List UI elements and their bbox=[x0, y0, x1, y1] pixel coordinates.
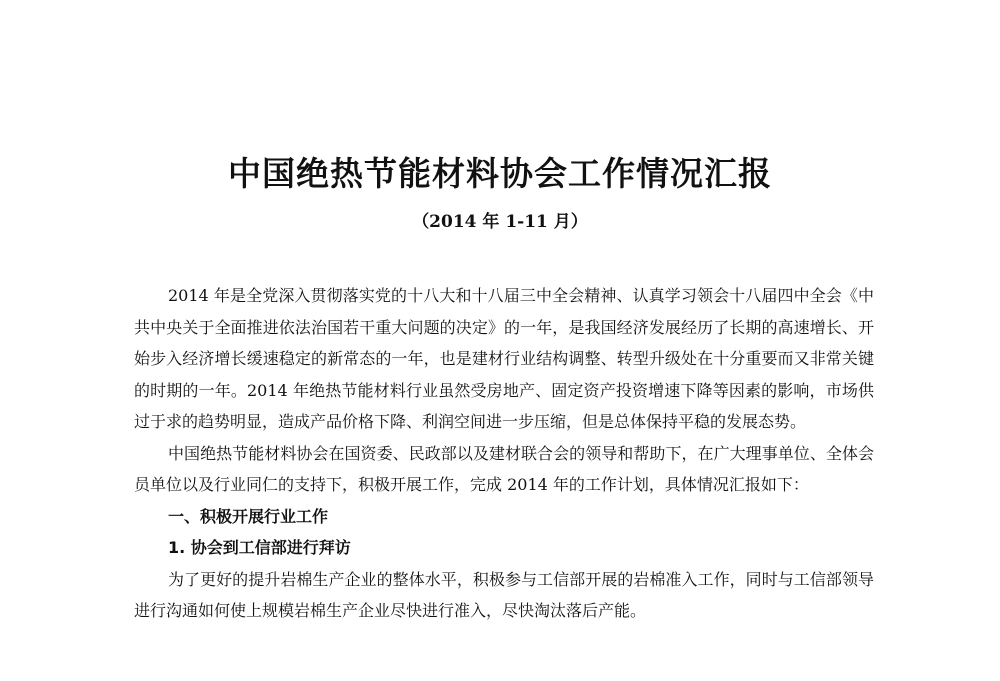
subsection-paragraph: 为了更好的提升岩棉生产企业的整体水平，积极参与工信部开展的岩棉准入工作，同时与工信部领导进行沟通如何使上规模岩棉生产企业尽快进行准入，尽快淘汰落后产能。 bbox=[134, 569, 874, 620]
document-body bbox=[134, 280, 874, 627]
document-title: 中国绝热节能材料协会工作情况汇报 bbox=[228, 154, 772, 193]
subsection-heading: 1. 协会到工信部进行拜访 bbox=[168, 538, 351, 557]
document-subtitle: （2014 年 1-11 月） bbox=[412, 212, 588, 232]
intro-paragraph: 2014 年是全党深入贯彻落实党的十八大和十八届三中全会精神、认真学习领会十八届四中全会《中共中央关于全面推进依法治国若干重大问题的决定》的一年，是我国经济发展经历了长期的高速增长、开始步入经济增长缓速稳定的新常态的一年，也是建材行业结构调整、转型升级处在十分重要而又非常关键的时期的一年。2014 年绝热节能材料行业虽然受房地产、固定资产投资增速下降等因素的影响，市场供过于求的趋势明显，造成产品价格下降、利润空间进一步压缩，但是总体保持平稳的发展态势。 bbox=[134, 286, 874, 431]
section-heading: 一、积极开展行业工作 bbox=[168, 506, 329, 526]
summary-paragraph: 中国绝热节能材料协会在国资委、民政部以及建材联合会的领导和帮助下，在广大理事单位、全体会员单位以及行业同仁的支持下，积极开展工作，完成 2014 年的工作计划，具体情况汇报如下： bbox=[134, 443, 874, 494]
